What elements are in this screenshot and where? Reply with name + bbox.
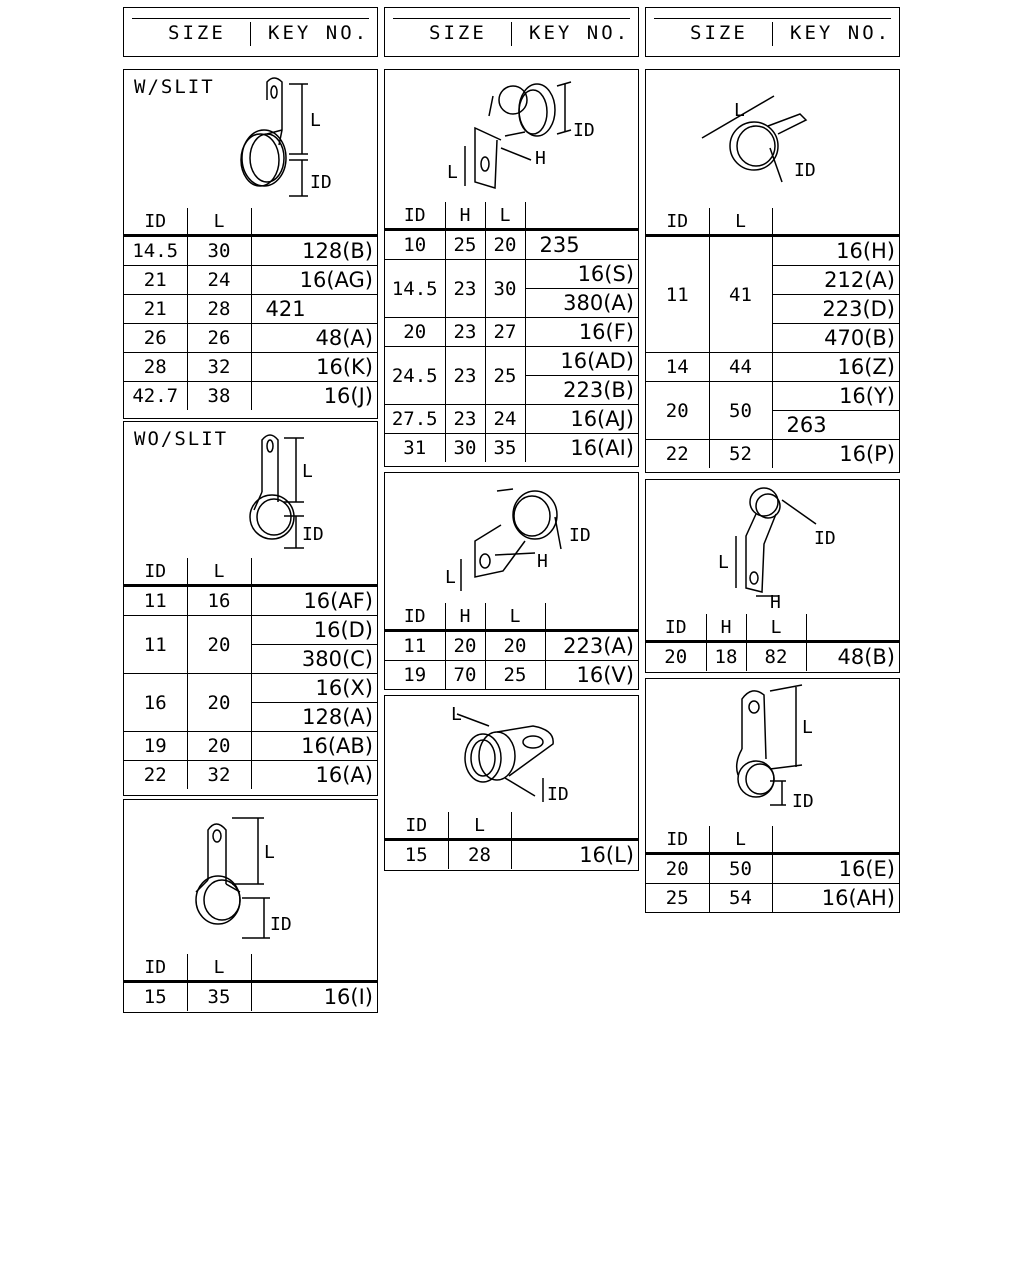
cell-key: 421 (251, 295, 377, 324)
cell-id: 27.5 (385, 405, 445, 434)
cell-l: 16 (187, 586, 251, 616)
table-row (124, 266, 377, 295)
col-header: L (709, 208, 772, 236)
size-table-flat-tab (385, 812, 638, 869)
size-table-w-slit (124, 208, 377, 410)
size-table-bracket-a (385, 202, 638, 462)
cell-key: 16(AI) (525, 434, 638, 463)
dim-label-id: ID (302, 524, 324, 545)
col-header (772, 826, 899, 854)
cell-h: 23 (445, 347, 485, 405)
table-row (646, 440, 899, 469)
dim-label-l: L (445, 567, 456, 588)
dim-label-id: ID (573, 120, 595, 141)
clamp-panel-bracket-a (384, 69, 639, 467)
clamp-diagram-p-clip (646, 679, 899, 826)
cell-id: 20 (385, 318, 445, 347)
cell-key: 16(K) (251, 353, 377, 382)
size-label: SIZE (168, 22, 226, 44)
cell-h: 23 (445, 318, 485, 347)
cell-l: 38 (187, 382, 251, 411)
size-table-long-bracket (646, 614, 899, 671)
cell-key: 212(A) (772, 266, 899, 295)
cell-id: 11 (385, 631, 445, 661)
table-row (124, 295, 377, 324)
cell-h: 20 (445, 631, 485, 661)
cell-key: 16(AD) (525, 347, 638, 376)
panel-note: WO/SLIT (134, 428, 229, 450)
cell-key: 16(S) (525, 260, 638, 289)
cell-l: 25 (485, 661, 545, 690)
dim-label-h: H (537, 551, 548, 572)
cell-key: 48(A) (251, 324, 377, 353)
cell-key: 470(B) (772, 324, 899, 353)
table-row (124, 982, 377, 1012)
col-header: L (485, 603, 545, 631)
dim-label-id: ID (814, 528, 836, 549)
dim-label-id: ID (547, 784, 569, 805)
col-header: L (485, 202, 525, 230)
col-header: ID (385, 812, 448, 840)
clamp-diagram-flat-tab (385, 696, 638, 812)
cell-l: 41 (709, 236, 772, 353)
cell-id: 11 (124, 616, 187, 674)
cell-key: 128(A) (251, 703, 377, 732)
table-row (646, 854, 899, 884)
cell-id: 10 (385, 230, 445, 260)
key-no-label: KEY NO. (790, 22, 892, 44)
cell-l: 52 (709, 440, 772, 469)
dim-label-h: H (535, 148, 546, 169)
cell-id: 21 (124, 295, 187, 324)
cell-id: 14.5 (124, 236, 187, 266)
cell-key: 16(F) (525, 318, 638, 347)
cell-l: 30 (187, 236, 251, 266)
clamp-panel-p-clip (645, 678, 900, 913)
cell-id: 14 (646, 353, 709, 382)
clamp-panel-w-slit (123, 69, 378, 419)
table-row (124, 761, 377, 790)
col-header: L (187, 954, 251, 982)
cell-id: 28 (124, 353, 187, 382)
cell-key: 16(AF) (251, 586, 377, 616)
table-row (124, 616, 377, 645)
dim-label-id: ID (310, 172, 332, 193)
col-header (511, 812, 638, 840)
dim-label-l: L (734, 100, 745, 121)
cell-id: 14.5 (385, 260, 445, 318)
col-header: ID (646, 614, 706, 642)
table-row (385, 631, 638, 661)
cell-h: 23 (445, 405, 485, 434)
cell-id: 20 (646, 382, 709, 440)
cell-id: 20 (646, 642, 706, 672)
cell-key: 16(Y) (772, 382, 899, 411)
cell-key: 16(AH) (772, 884, 899, 913)
cell-key: 263 (772, 411, 899, 440)
cell-id: 26 (124, 324, 187, 353)
cell-h: 30 (445, 434, 485, 463)
cell-key: 16(A) (251, 761, 377, 790)
table-row (124, 732, 377, 761)
cell-key: 380(A) (525, 289, 638, 318)
cell-l: 25 (485, 347, 525, 405)
cell-l: 82 (746, 642, 806, 672)
cell-id: 21 (124, 266, 187, 295)
cell-id: 16 (124, 674, 187, 732)
dim-label-l: L (302, 461, 313, 482)
cell-key: 16(J) (251, 382, 377, 411)
cell-h: 25 (445, 230, 485, 260)
col-header (251, 954, 377, 982)
dim-label-l: L (451, 704, 462, 725)
col-header: H (706, 614, 746, 642)
table-header-row (646, 826, 899, 854)
clamp-diagram-bracket-a (385, 70, 638, 202)
cell-l: 54 (709, 884, 772, 913)
cell-key: 223(A) (545, 631, 638, 661)
cell-id: 11 (124, 586, 187, 616)
col-header (806, 614, 899, 642)
dim-label-id: ID (792, 791, 814, 812)
col-header: ID (124, 558, 187, 586)
table-row (385, 230, 638, 260)
clamp-diagram-wo-slit (124, 422, 377, 558)
key-no-label: KEY NO. (268, 22, 370, 44)
table-row (646, 382, 899, 411)
cell-l: 35 (187, 982, 251, 1012)
table-row (646, 884, 899, 913)
cell-key: 223(D) (772, 295, 899, 324)
cell-id: 24.5 (385, 347, 445, 405)
col-header (251, 208, 377, 236)
cell-key: 48(B) (806, 642, 899, 672)
cell-l: 26 (187, 324, 251, 353)
col-header: H (445, 603, 485, 631)
panel-note: W/SLIT (134, 76, 215, 98)
cell-id: 31 (385, 434, 445, 463)
table-header-row (385, 812, 638, 840)
table-row (385, 260, 638, 289)
cell-l: 20 (485, 230, 525, 260)
table-row (124, 586, 377, 616)
table-row (385, 347, 638, 376)
cell-key: 128(B) (251, 236, 377, 266)
size-table-p-clip (646, 826, 899, 912)
cell-key: 16(Z) (772, 353, 899, 382)
col-header: ID (385, 603, 445, 631)
dim-label-l: L (802, 717, 813, 738)
size-key-header-2 (384, 7, 639, 57)
cell-id: 20 (646, 854, 709, 884)
cell-key: 16(I) (251, 982, 377, 1012)
cell-l: 20 (187, 616, 251, 674)
dim-label-h: H (770, 592, 781, 613)
cell-id: 15 (385, 840, 448, 870)
clamp-panel-ring (645, 69, 900, 473)
cell-l: 20 (187, 732, 251, 761)
cell-id: 22 (124, 761, 187, 790)
clamp-diagram-w-slit (124, 70, 377, 208)
cell-h: 23 (445, 260, 485, 318)
cell-l: 50 (709, 382, 772, 440)
table-row (385, 840, 638, 870)
table-row (646, 642, 899, 672)
cell-key: 380(C) (251, 645, 377, 674)
table-row (124, 236, 377, 266)
dim-label-l: L (310, 110, 321, 131)
col-header: L (187, 208, 251, 236)
cell-h: 70 (445, 661, 485, 690)
cell-l: 32 (187, 353, 251, 382)
cell-key: 16(E) (772, 854, 899, 884)
size-key-header-3 (645, 7, 900, 57)
cell-key: 16(V) (545, 661, 638, 690)
size-label: SIZE (429, 22, 487, 44)
cell-l: 28 (187, 295, 251, 324)
dim-label-id: ID (270, 914, 292, 935)
cell-id: 19 (124, 732, 187, 761)
col-header: ID (646, 208, 709, 236)
col-header: L (709, 826, 772, 854)
clamp-panel-bracket-b (384, 472, 639, 690)
cell-id: 19 (385, 661, 445, 690)
cell-key: 16(L) (511, 840, 638, 870)
col-header (545, 603, 638, 631)
cell-key: 16(D) (251, 616, 377, 645)
cell-id: 25 (646, 884, 709, 913)
size-table-tab-clip (124, 954, 377, 1011)
size-label: SIZE (690, 22, 748, 44)
size-key-header-1 (123, 7, 378, 57)
size-table-wo-slit (124, 558, 377, 789)
clamp-panel-wo-slit (123, 421, 378, 796)
table-row (124, 353, 377, 382)
clamp-panel-flat-tab (384, 695, 639, 871)
cell-l: 28 (448, 840, 511, 870)
table-header-row (385, 603, 638, 631)
size-table-ring (646, 208, 899, 468)
cell-key: 16(AG) (251, 266, 377, 295)
cell-key: 16(AB) (251, 732, 377, 761)
col-header (525, 202, 638, 230)
clamp-panel-long-bracket (645, 479, 900, 673)
table-header-row (124, 558, 377, 586)
table-row (646, 236, 899, 266)
cell-l: 24 (187, 266, 251, 295)
table-header-row (646, 208, 899, 236)
clamp-diagram-tab-clip (124, 800, 377, 954)
cell-key: 235 (525, 230, 638, 260)
col-header: H (445, 202, 485, 230)
dim-label-id: ID (569, 525, 591, 546)
cell-l: 20 (187, 674, 251, 732)
col-header (772, 208, 899, 236)
dim-label-l: L (447, 162, 458, 183)
col-header: L (448, 812, 511, 840)
table-row (646, 353, 899, 382)
cell-l: 35 (485, 434, 525, 463)
col-header: ID (385, 202, 445, 230)
cell-id: 15 (124, 982, 187, 1012)
cell-id: 22 (646, 440, 709, 469)
col-header: L (187, 558, 251, 586)
table-row (385, 405, 638, 434)
cell-key: 16(AJ) (525, 405, 638, 434)
cell-l: 20 (485, 631, 545, 661)
table-row (124, 674, 377, 703)
col-header: ID (124, 208, 187, 236)
cell-h: 18 (706, 642, 746, 672)
cell-l: 30 (485, 260, 525, 318)
table-row (385, 318, 638, 347)
clamp-panel-tab-clip (123, 799, 378, 1013)
cell-id: 42.7 (124, 382, 187, 411)
col-header: ID (124, 954, 187, 982)
table-row (385, 661, 638, 690)
table-row (385, 434, 638, 463)
clamp-diagram-ring (646, 70, 899, 208)
cell-id: 11 (646, 236, 709, 353)
table-row (124, 382, 377, 411)
dim-label-l: L (264, 842, 275, 863)
clamp-diagram-long-bracket (646, 480, 899, 614)
table-header-row (124, 954, 377, 982)
dim-label-l: L (718, 552, 729, 573)
cell-l: 32 (187, 761, 251, 790)
table-row (124, 324, 377, 353)
cell-key: 16(H) (772, 236, 899, 266)
cell-l: 24 (485, 405, 525, 434)
table-header-row (385, 202, 638, 230)
col-header: L (746, 614, 806, 642)
table-header-row (646, 614, 899, 642)
cell-key: 223(B) (525, 376, 638, 405)
cell-key: 16(P) (772, 440, 899, 469)
cell-l: 27 (485, 318, 525, 347)
col-header (251, 558, 377, 586)
table-header-row (124, 208, 377, 236)
dim-label-id: ID (794, 160, 816, 181)
clamp-diagram-bracket-b (385, 473, 638, 603)
cell-l: 44 (709, 353, 772, 382)
col-header: ID (646, 826, 709, 854)
cell-key: 16(X) (251, 674, 377, 703)
size-table-bracket-b (385, 603, 638, 689)
cell-l: 50 (709, 854, 772, 884)
key-no-label: KEY NO. (529, 22, 631, 44)
